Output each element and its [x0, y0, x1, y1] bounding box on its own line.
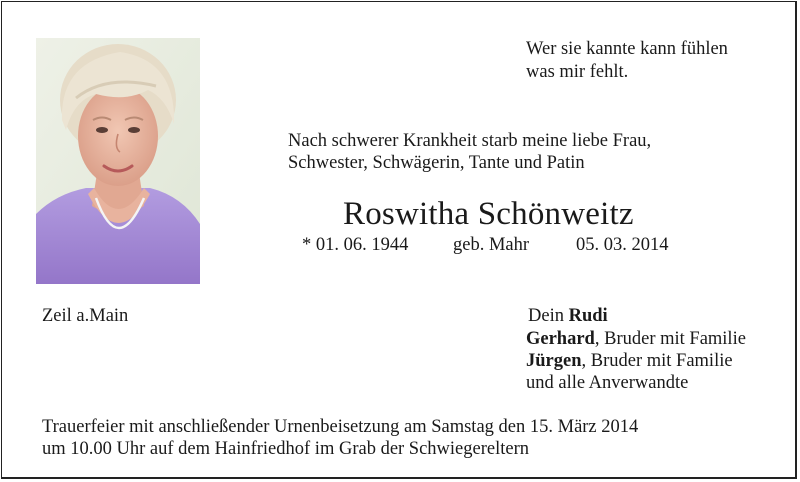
- portrait-photo: [36, 38, 200, 284]
- maiden-name: geb. Mahr: [453, 235, 530, 255]
- mourner-prefix: Dein: [528, 306, 569, 326]
- mourner-name: Rudi: [568, 306, 608, 326]
- mourner-suffix: , Bruder mit Familie: [594, 329, 746, 349]
- death-date: 05. 03. 2014: [576, 235, 669, 255]
- birth-date: * 01. 06. 1944: [302, 235, 409, 255]
- mourner-suffix: , Bruder mit Familie: [581, 351, 733, 371]
- portrait-illustration: [36, 38, 200, 284]
- mourner-name: Jürgen: [526, 351, 582, 371]
- funeral-line-2: um 10.00 Uhr auf dem Hainfriedhof im Grab der Schwiegereltern: [42, 439, 530, 459]
- quote-line-1: Wer sie kannte kann fühlen: [526, 39, 728, 59]
- mourner-line: [526, 328, 746, 350]
- mourner-line: [526, 350, 733, 372]
- intro-line-2: Schwester, Schwägerin, Tante und Patin: [288, 153, 585, 173]
- mourner-prefix: und alle Anverwandte: [526, 373, 689, 393]
- mourner-line: [528, 305, 608, 327]
- funeral-line-1: Trauerfeier mit anschließender Urnenbeisetzung am Samstag den 15. März 2014: [42, 417, 639, 437]
- deceased-name: Roswitha Schönweitz: [343, 196, 634, 232]
- mourner-line: [526, 372, 688, 394]
- intro-line-1: Nach schwerer Krankheit starb meine liebe Frau,: [288, 131, 652, 151]
- place: Zeil a.Main: [42, 306, 129, 326]
- mourner-name: Gerhard: [526, 329, 595, 349]
- quote-line-2: was mir fehlt.: [526, 62, 629, 82]
